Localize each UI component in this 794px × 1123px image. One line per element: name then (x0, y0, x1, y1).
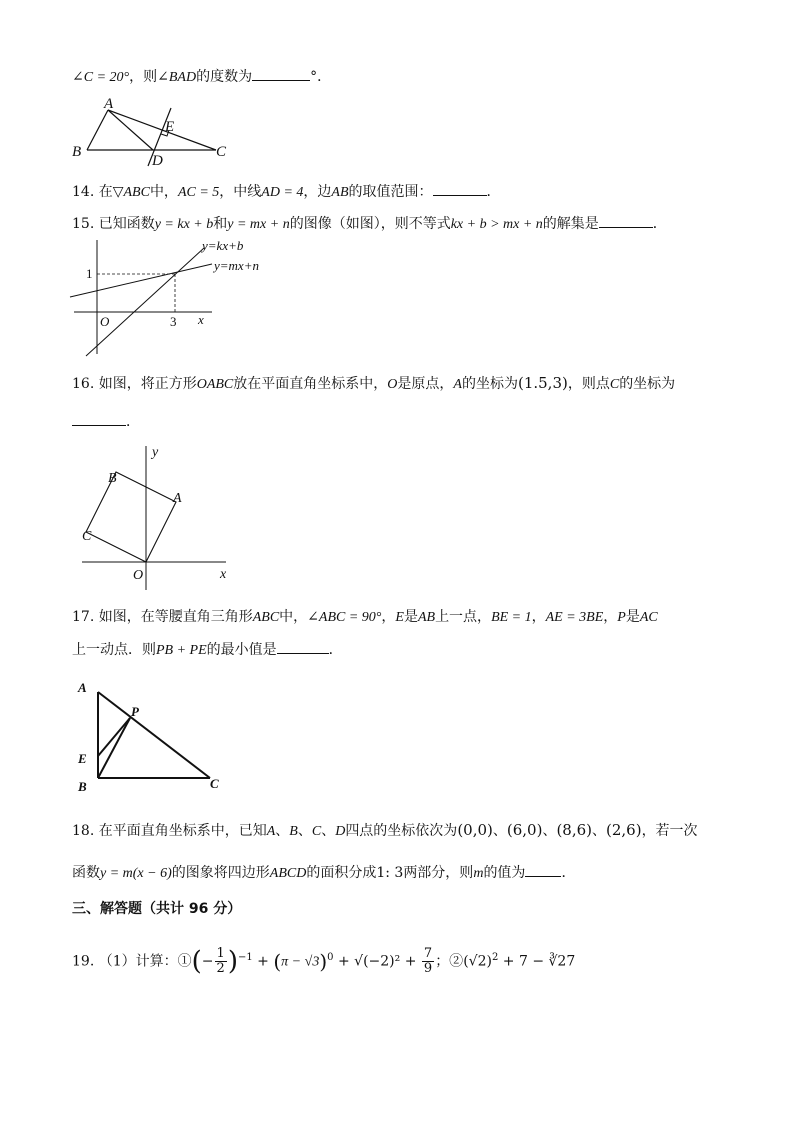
q16-label-b: B (108, 471, 117, 486)
q18-coord-b: (6,0) (506, 821, 543, 839)
q19-minus: − (201, 953, 214, 970)
q18-abcd: ABCD (269, 866, 307, 881)
q13-angle-c: ∠C = 20° (72, 70, 130, 85)
q13-label-a: A (104, 96, 114, 112)
q19-sqrt-term: √(−2)² (354, 953, 401, 970)
q16-label-x: x (220, 567, 227, 582)
q17-end: ． (328, 642, 343, 658)
q17-label-p: P (131, 704, 139, 719)
q13-text: ，则 (129, 69, 158, 85)
q16-square-oabc (86, 472, 176, 562)
q19-frac-num: 1 (216, 946, 225, 962)
q17-ac: AC (639, 610, 658, 625)
q19-frac-den: 9 (423, 961, 433, 977)
q17-p: P (617, 610, 626, 625)
q19-paren-open: ( (191, 946, 202, 977)
q15-end: ． (652, 216, 667, 232)
q15-label-1: 1 (86, 266, 93, 281)
q17-abc: ABC (252, 610, 280, 625)
q18-answer-blank[interactable] (525, 862, 561, 877)
q16-end: ． (126, 414, 140, 430)
q18-text: 的值为 (483, 865, 526, 881)
q16-text: 是原点， (397, 376, 454, 392)
q16-text: 的坐标为 (619, 376, 676, 392)
q19-frac-den: 2 (216, 961, 225, 977)
q17-ae: AE = 3BE (545, 610, 604, 625)
q18-text: 、 (275, 823, 290, 839)
q19-plus: + (337, 953, 350, 970)
q17-text: 的最小值是 (206, 642, 277, 658)
q18-text: 函数 (72, 865, 100, 881)
q18-a: A (266, 824, 276, 839)
q13-label-e: E (165, 119, 175, 135)
q18-c: C (311, 824, 322, 839)
q19-frac-num: 7 (423, 946, 433, 962)
q17-label-c: C (210, 776, 219, 791)
q15-line (72, 213, 667, 235)
q15-label-l2: y=mx+n (214, 258, 259, 273)
q14-ad: AD = 4 (261, 185, 304, 200)
q17-text: 是 (625, 609, 640, 625)
q19-plus: + (257, 953, 269, 970)
q19-exp-2: 2 (491, 952, 499, 963)
q18-line2 (72, 862, 575, 884)
q17-answer-blank[interactable] (277, 639, 329, 654)
q18-text: 四点的坐标依次为 (345, 823, 458, 839)
q17-e: E (395, 610, 404, 625)
q15-func1: y = kx + b (154, 217, 214, 232)
q15-text: 已知函数 (98, 216, 155, 232)
q13-text2: 的度数为 (196, 69, 253, 85)
q18-text: 的面积分成 (306, 865, 377, 881)
q17-label-a: A (78, 680, 87, 695)
q18-text: 在平面直角坐标系中，已知 (98, 823, 267, 839)
q18-text: 、 (321, 823, 336, 839)
q19-pi-term: π − √3 (281, 954, 320, 970)
q15-text: 的图像（如图），则不等式 (289, 216, 451, 232)
q13-label-b: B (72, 144, 82, 160)
q16-number: 16. (72, 376, 95, 392)
q15-text: 的解集是 (542, 216, 599, 232)
q15-func2: y = mx + n (227, 217, 290, 232)
q14-text: ，边 (303, 184, 332, 200)
q15-label-x: x (198, 312, 204, 327)
q18-ratio: 1: 3 (376, 865, 404, 881)
q17-pb-pe: PB + PE (156, 643, 207, 658)
q17-text: 上一点， (435, 609, 492, 625)
q19-exp-0: 0 (327, 952, 334, 963)
q19-paren-close: ) (227, 946, 238, 977)
q16-coord: (1.5,3) (517, 374, 568, 392)
q18-text: 、 (592, 823, 606, 839)
q14-ab: AB (331, 185, 349, 200)
q16-figure (76, 440, 246, 590)
q14-ac: AC = 5 (177, 185, 220, 200)
q18-coord-d: (2,6) (606, 821, 642, 839)
q15-number: 15. (72, 216, 95, 232)
q17-be: BE = 1 (491, 610, 532, 625)
q17-ab: AB (417, 610, 436, 625)
q17-label-b: B (78, 779, 87, 794)
q16-label-a: A (173, 491, 182, 506)
q19-sqrt2-term: (√2) (463, 953, 492, 970)
q17-angle: ∠ABC = 90° (307, 610, 382, 625)
q16-o: O (387, 377, 398, 392)
q15-label-l1: y=kx+b (202, 238, 244, 253)
q19-frac-seven-ninths (422, 947, 434, 976)
q14-triangle: ▽ABC (112, 185, 150, 200)
q16-text: 的坐标为 (461, 376, 518, 392)
q14-text: ，中线 (219, 184, 262, 200)
q14-line (72, 181, 501, 203)
q13-angle-bad: ∠BAD (157, 70, 197, 85)
q18-number: 18. (72, 823, 95, 839)
q19-plus: + (404, 953, 417, 970)
q15-label-3: 3 (170, 314, 177, 329)
q16-line2 (72, 411, 140, 432)
q16-oabc: OABC (196, 377, 234, 392)
q16-a: A (453, 377, 462, 392)
q18-function: y = m(x − 6) (100, 866, 172, 881)
q17-figure (74, 674, 234, 796)
q18-text: 两部分，则 (403, 865, 474, 881)
q16-text: 如图，将正方形 (98, 376, 197, 392)
q16-line (72, 373, 675, 395)
q13-seg-ab (87, 110, 108, 150)
q16-answer-blank[interactable] (72, 411, 126, 426)
section-3-title: 三、解答题（共计 96 分） (72, 901, 242, 917)
q17-number: 17. (72, 609, 95, 625)
q14-text: 的取值范围： (348, 184, 433, 200)
q17-line (72, 607, 658, 628)
q16-text: ，则点 (567, 376, 610, 392)
q19-exp-neg1: −1 (237, 952, 253, 963)
q13-answer-blank[interactable] (252, 66, 310, 81)
q16-c: C (609, 377, 620, 392)
q18-line (72, 820, 698, 842)
q14-text: 中， (149, 184, 178, 200)
q16-label-y: y (152, 445, 159, 460)
q15-text: 和 (213, 216, 228, 232)
q15-answer-blank[interactable] (599, 213, 653, 228)
q17-line2 (72, 639, 343, 661)
q17-seg-pe (98, 718, 130, 756)
q14-answer-blank[interactable] (433, 181, 487, 196)
q17-text: 上一动点．则 (72, 642, 156, 658)
q19-line (72, 940, 575, 981)
q19-frac-half (215, 947, 227, 976)
q18-text: 、 (542, 823, 557, 839)
q14-number: 14. (72, 184, 95, 200)
q18-coord-c: (8,6) (556, 821, 592, 839)
q14-end: ． (486, 184, 501, 200)
q17-label-e: E (78, 751, 87, 766)
q18-text: 、 (492, 823, 507, 839)
q13-seg-ad (108, 110, 153, 150)
q19-separator: ；② (435, 953, 464, 970)
q15-inequality: kx + b > mx + n (450, 217, 543, 232)
q17-text: 中， (279, 609, 308, 625)
q13-label-d: D (152, 153, 163, 169)
q15-label-o: O (100, 314, 110, 329)
q19-paren2-open: ( (273, 949, 282, 974)
q16-label-c: C (82, 529, 92, 544)
q18-text: 、 (297, 823, 312, 839)
q19-rest: + 7 − ∛27 (502, 953, 576, 970)
q18-d: D (335, 824, 346, 839)
q19-paren2-close: ) (319, 949, 328, 974)
q19-number: 19. (72, 953, 95, 970)
q15-figure (64, 236, 284, 360)
q19-text: （1）计算：① (98, 953, 192, 970)
q17-text: 如图，在等腰直角三角形 (98, 609, 253, 625)
q16-text: 放在平面直角坐标系中， (233, 376, 388, 392)
q18-text: ，若一次 (641, 823, 698, 839)
q18-b: B (289, 824, 298, 839)
q16-label-o: O (133, 568, 144, 583)
q18-end: ． (561, 865, 576, 881)
q18-text: 的图象将四边形 (171, 865, 270, 881)
q17-seg-pb (98, 718, 130, 778)
q17-text: ， (603, 609, 618, 625)
q17-text: ， (381, 609, 396, 625)
q18-m: m (473, 866, 484, 881)
q13-label-c: C (216, 144, 227, 160)
q13-line (72, 66, 331, 88)
q17-text: ， (531, 609, 546, 625)
q13-figure (68, 92, 238, 172)
q15-line-kx-b (86, 248, 204, 356)
q14-text: 在 (98, 184, 113, 200)
q18-coord-a: (0,0) (457, 821, 493, 839)
q17-text: 是 (403, 609, 418, 625)
q13-end: °． (310, 69, 332, 85)
